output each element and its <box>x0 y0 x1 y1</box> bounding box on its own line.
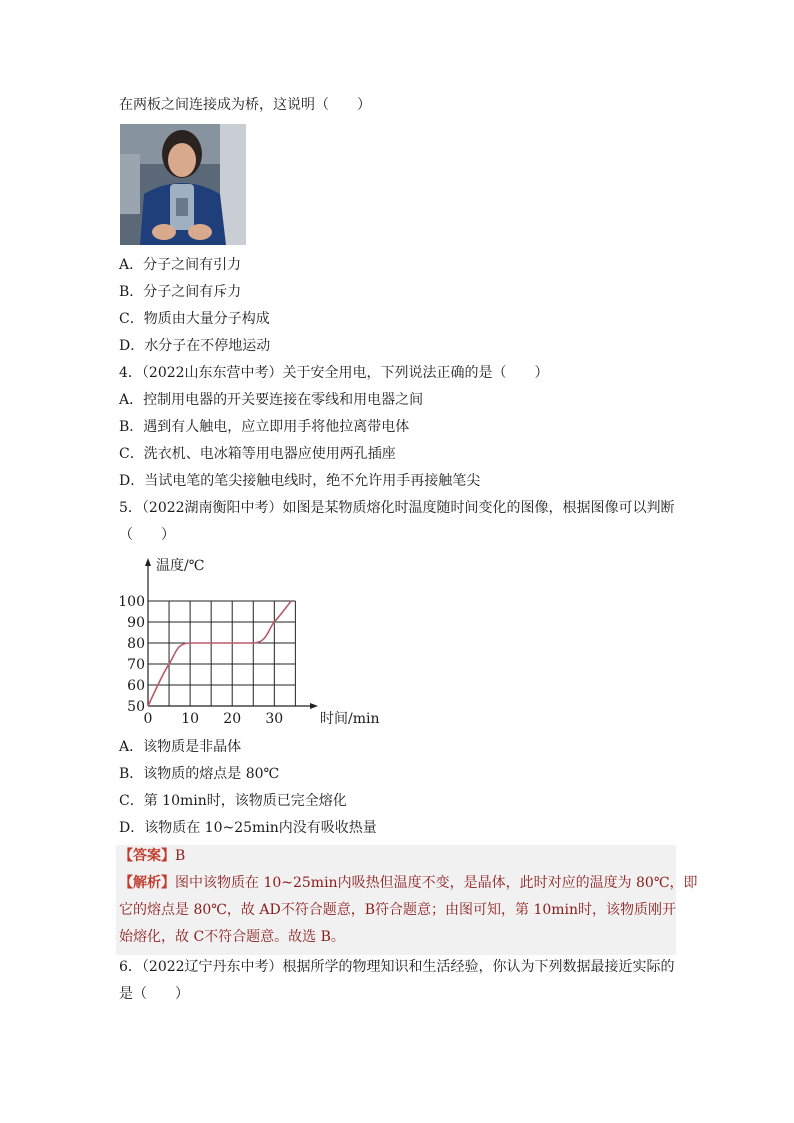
x-tick-label: 20 <box>223 711 242 727</box>
y-axis-label: 温度/℃ <box>156 558 205 574</box>
analysis-line1 <box>119 873 698 893</box>
q4-option-a: A．控制用电器的开关要连接在零线和用电器之间 <box>119 392 424 408</box>
y-tick-label: 60 <box>127 678 145 694</box>
q5-option-a: A．该物质是非晶体 <box>119 739 242 755</box>
analysis-line3: 始熔化，故 C不符合题意。故选 B。 <box>119 929 345 945</box>
q5-option-c: C．第 10min时，该物质已完全熔化 <box>119 793 347 809</box>
y-tick-label: 100 <box>118 594 145 610</box>
q3-option-d: D．水分子在不停地运动 <box>119 338 271 354</box>
y-tick-label: 50 <box>127 699 145 715</box>
q3-option-a: A．分子之间有引力 <box>119 257 242 273</box>
q6-stem-line1: 6．（2022辽宁丹东中考）根据所学的物理知识和生活经验，你认为下列数据最接近实际的 <box>119 959 675 975</box>
q4-stem: 4．（2022山东东营中考）关于安全用电，下列说法正确的是（ ） <box>119 365 549 381</box>
q4-option-d: D．当试电笔的笔尖接触电线时，绝不允许用手再接触笔尖 <box>119 473 481 489</box>
x-tick-label: 30 <box>265 711 284 727</box>
analysis-line2: 它的熔点是 80℃，故 AD不符合题意，B符合题意；由图可知，第 10min时，该物质刚开 <box>119 902 677 918</box>
q3-option-b: B．分子之间有斥力 <box>119 284 242 300</box>
q3-stem-tail: 在两板之间连接成为桥，这说明（ ） <box>119 97 371 113</box>
q5-option-b: B．该物质的熔点是 80℃ <box>119 766 280 782</box>
q6-stem-line2: 是（ ） <box>119 986 189 1002</box>
x-axis-label: 时间/min <box>320 711 380 727</box>
answer-tag: 【答案】 <box>119 848 175 864</box>
analysis-text-1: 图中该物质在 10~25min内吸热但温度不变，是晶体，此时对应的温度为 80℃，即 <box>175 875 698 891</box>
melting-curve-chart <box>118 552 380 732</box>
x-tick-label: 0 <box>143 711 153 727</box>
x-tick-label: 10 <box>181 711 200 727</box>
analysis-tag: 【解析】 <box>119 875 175 891</box>
astronaut-photo-image <box>120 124 246 245</box>
y-tick-label: 70 <box>127 657 145 673</box>
q5-option-d: D．该物质在 10~25min内没有吸收热量 <box>119 820 377 836</box>
astronaut-photo <box>120 124 246 245</box>
answer-line <box>119 846 185 866</box>
q4-option-b: B．遇到有人触电，应立即用手将他拉离带电体 <box>119 419 410 435</box>
y-axis-arrow <box>145 558 151 566</box>
q5-stem-line2: （ ） <box>119 527 175 543</box>
y-tick-label: 80 <box>127 636 145 652</box>
answer-value: B <box>175 848 186 864</box>
x-axis-arrow <box>310 703 318 709</box>
q5-stem-line1: 5．（2022湖南衡阳中考）如图是某物质熔化时温度随时间变化的图像，根据图像可以判断 <box>119 500 675 516</box>
q4-option-c: C．洗衣机、电冰箱等用电器应使用两孔插座 <box>119 446 396 462</box>
answer-analysis-box <box>116 845 698 955</box>
y-tick-label: 90 <box>127 615 145 631</box>
q3-option-c: C．物质由大量分子构成 <box>119 311 270 327</box>
